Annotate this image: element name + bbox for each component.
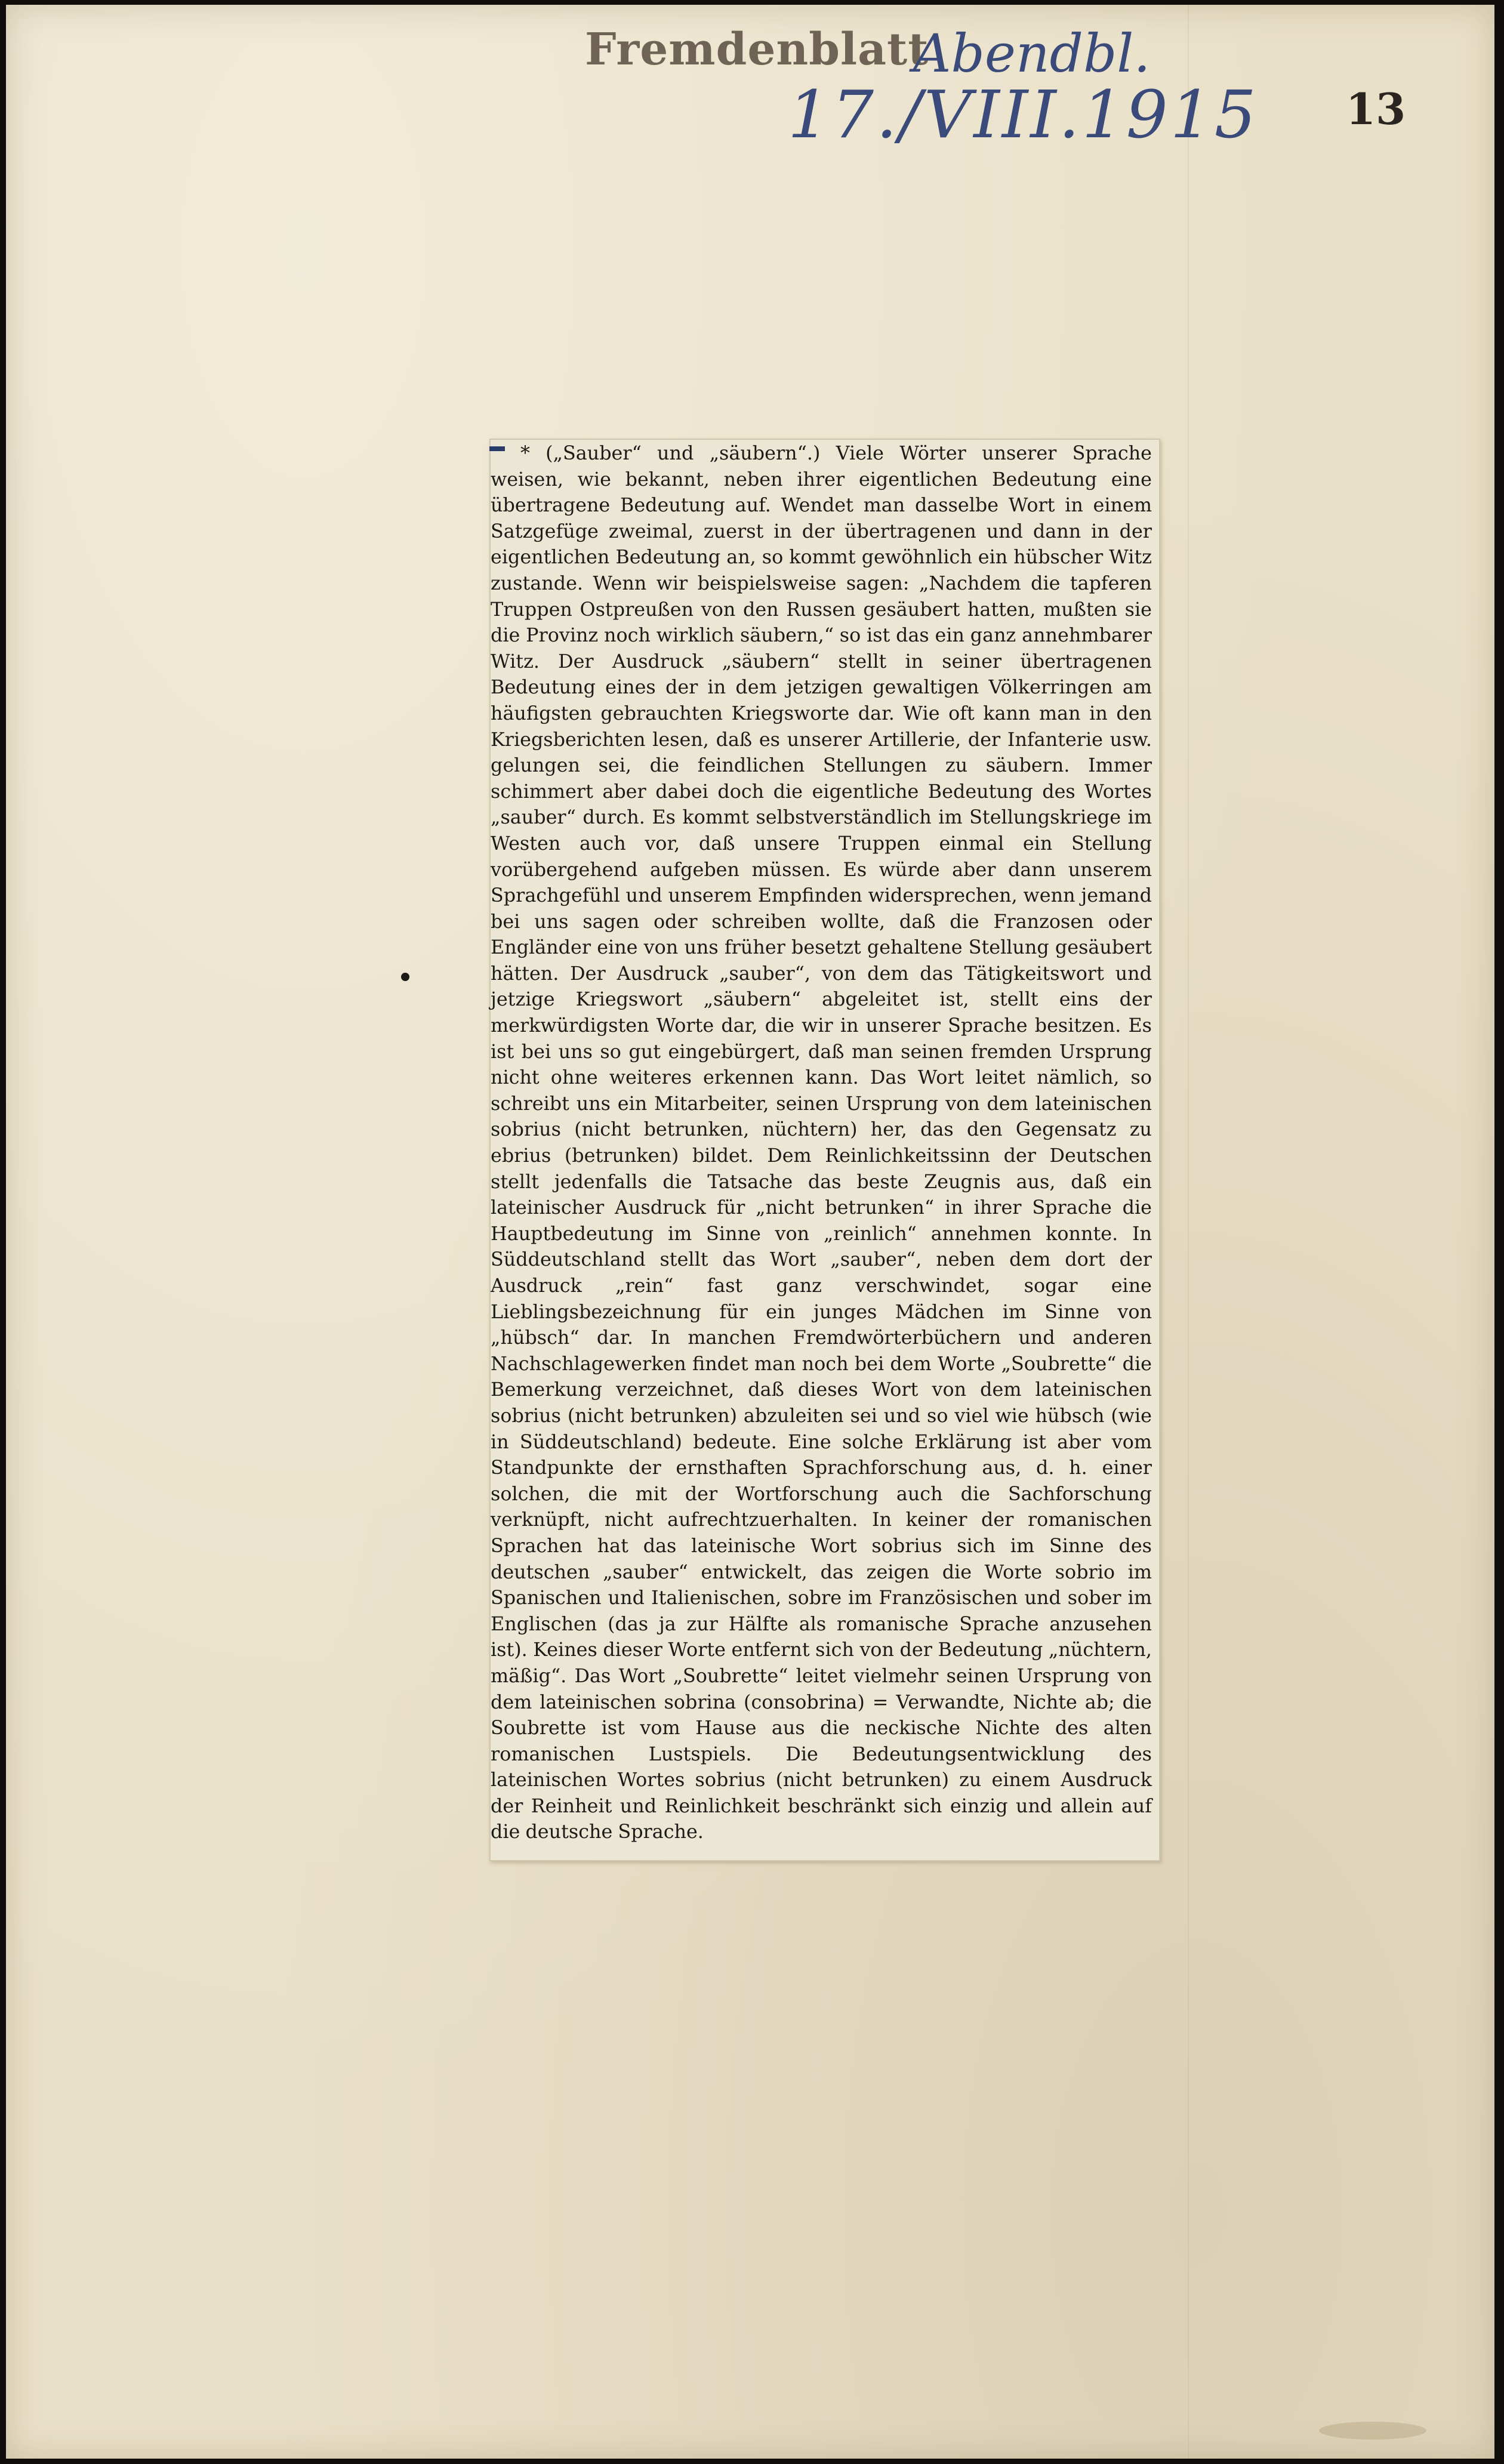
- newspaper-stamp: Fremdenblatt: [585, 24, 929, 75]
- paper-stain: [1319, 2422, 1426, 2440]
- handwritten-edition: Abendbl.: [913, 23, 1151, 84]
- article-text: * („Sauber“ und „säubern“.) Viele Wörter unserer Sprache weisen, wie bekannt, neben ihrer eigentlichen Bedeutung eine übertragene Bedeutung auf. Wendet man dasselbe Wort in einem Satzgefüge zweimal, zuerst in der übertragenen und dann in der eigentlichen Bedeutung an, so kommt gewöhnlich ein hübscher Witz zustande. Wenn wir beispielsweise sagen: „Nachdem die tapferen Truppen Ostpreußen von den Russen gesäubert hatten, mußten sie die Provinz noch wirklich säubern,“ so ist das ein ganz annehmbarer Witz. Der Ausdruck „säubern“ stellt in seiner übertragenen Bedeutung eines der in dem jetzigen gewaltigen Völkerringen am häufigsten gebrauchten Kriegsworte dar. Wie oft kann man in den Kriegsberichten lesen, daß es unserer Artillerie, der Infanterie usw. gelungen sei, die feindlichen Stellungen zu säubern. Immer schimmert aber dabei doch die eigentliche Bedeutung des Wortes „sauber“ durch. Es kommt selbstverständlich im Stellungskriege im Westen auch vor, daß unsere Truppen einmal ein Stellung vorübergehend aufgeben müssen. Es würde aber dann unserem Sprachgefühl und unserem Empfinden widersprechen, wenn jemand bei uns sagen oder schreiben wollte, daß die Franzosen oder Engländer eine von uns früher besetzt gehaltene Stellung gesäubert hätten. Der Ausdruck „sauber“, von dem das Tätigkeitswort und jetzige Kriegswort „säubern“ abgeleitet ist, stellt eins der merkwürdigsten Worte dar, die wir in unserer Sprache besitzen. Es ist bei uns so gut eingebürgert, daß man seinen fremden Ursprung nicht ohne weiteres erkennen kann. Das Wort leitet nämlich, so schreibt uns ein Mitarbeiter, seinen Ursprung von dem lateinischen sobrius (nicht betrunken, nüchtern) her, das den Gegensatz zu ebrius (betrunken) bildet. Dem Reinlichkeitssinn der Deutschen stellt jedenfalls die Tatsache das beste Zeugnis aus, daß ein lateinischer Ausdruck für „nicht betrunken“ in ihrer Sprache die Hauptbedeutung im Sinne von „reinlich“ annehmen konnte. In Süddeutschland stellt das Wort „sauber“, neben dem dort der Ausdruck „rein“ fast ganz verschwindet, sogar eine Lieblingsbezeichnung für ein junges Mädchen im Sinne von „hübsch“ dar. In manchen Fremdwörterbüchern und anderen Nachschlagewerken findet man noch bei dem Worte „Soubrette“ die Bemerkung verzeichnet, daß dieses Wort von dem lateinischen sobrius (nicht betrunken) abzuleiten sei und so viel wie hübsch (wie in Süddeutschland) bedeute. Eine solche Erklärung ist aber vom Standpunkte der ernsthaften Sprachforschung aus, d. h. einer solchen, die mit der Wortforschung auch die Sachforschung verknüpft, nicht aufrechtzuerhalten. In keiner der romanischen Sprachen hat das lateinische Wort sobrius sich im Sinne des deutschen „sauber“ entwickelt, das zeigen die Worte sobrio im Spanischen und Italienischen, sobre im Französischen und sober im Englischen (das ja zur Hälfte als romanische Sprache anzusehen ist). Keines dieser Worte entfernt sich von der Bedeutung „nüchtern, mäßig“. Das Wort „Soubrette“ leitet vielmehr seinen Ursprung von dem lateinischen sobrina (consobrina) = Verwandte, Nichte ab; die Soubrette ist vom Hause aus die neckische Nichte des alten romanischen Lustspiels. Die Bedeutungsentwicklung des lateinischen Wortes sobrius (nicht betrunken) zu einem Ausdruck der Reinheit und Reinlichkeit beschränkt sich einzig und allein auf die deutsche Sprache.: [491, 442, 1152, 1843]
- page-number: 13: [1346, 84, 1406, 134]
- paper-fold: [1188, 5, 1189, 2459]
- handwritten-date: 17./VIII.1915: [788, 76, 1259, 153]
- ink-dot: [401, 973, 409, 981]
